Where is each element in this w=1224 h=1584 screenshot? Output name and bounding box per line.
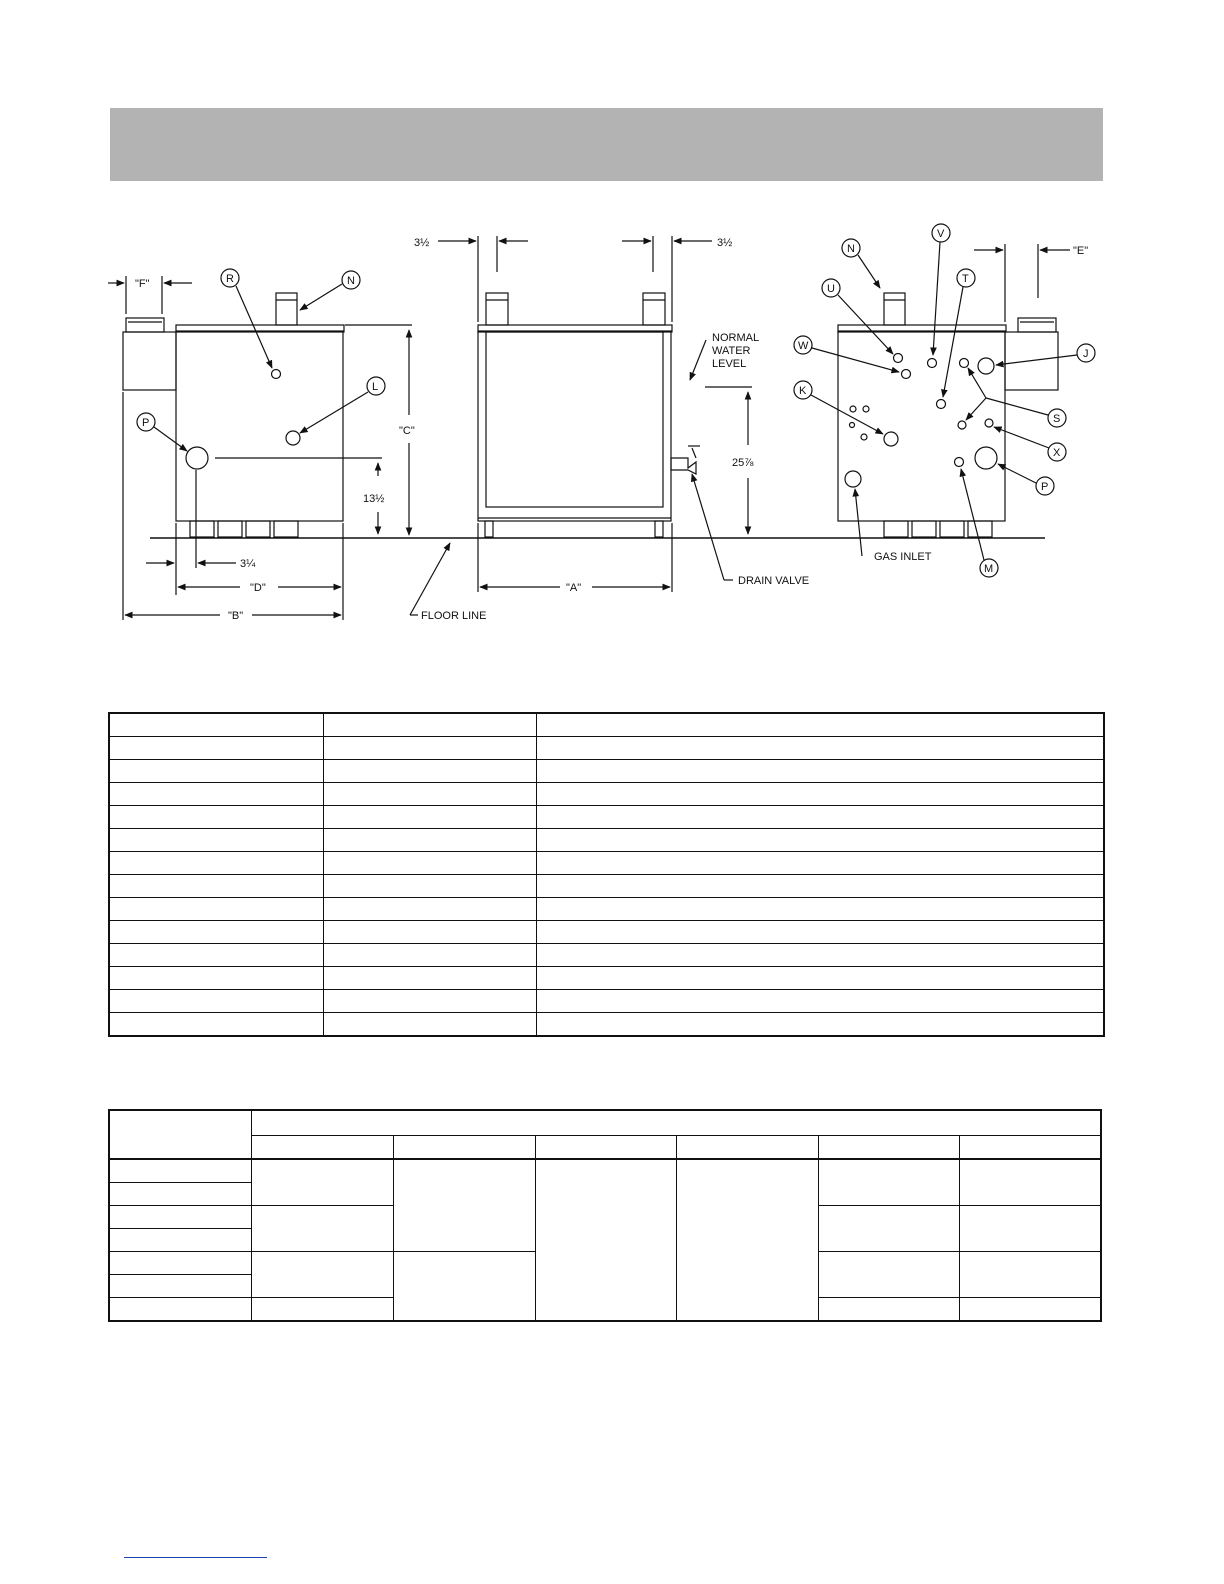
callout-k-label: K xyxy=(799,385,807,397)
ratings-cell xyxy=(959,1206,1101,1252)
callout-u xyxy=(822,279,893,354)
dimensions-table-cell xyxy=(536,944,1104,967)
dimensions-table-cell xyxy=(323,806,536,829)
normal-water-level-line1: NORMAL xyxy=(712,332,760,344)
ratings-cell xyxy=(818,1206,959,1252)
ratings-cell xyxy=(818,1159,959,1206)
callout-n-right xyxy=(842,239,880,288)
ratings-model-cell xyxy=(109,1159,251,1183)
dimensions-table-cell xyxy=(536,921,1104,944)
ratings-subheader-3 xyxy=(535,1136,676,1160)
callout-w-label: W xyxy=(798,340,809,352)
dim-d-label: "D" xyxy=(250,582,266,594)
dimensions-table-cell xyxy=(323,737,536,760)
ratings-corner-header xyxy=(109,1110,251,1159)
dimensions-table-cell xyxy=(323,1013,536,1037)
ratings-group-header xyxy=(251,1110,1101,1136)
callout-p-left xyxy=(137,413,187,451)
callout-s-label: S xyxy=(1053,413,1061,425)
dimensions-table-cell xyxy=(536,990,1104,1013)
boiler-dimension-drawing xyxy=(0,0,1224,660)
dimensions-table-cell xyxy=(109,944,323,967)
callout-j xyxy=(996,344,1095,365)
ratings-cell xyxy=(818,1252,959,1298)
dimensions-table-row xyxy=(109,713,1104,737)
callout-l-label: L xyxy=(372,381,379,393)
dim-c-label: "C" xyxy=(399,425,415,437)
ratings-subheader-4 xyxy=(676,1136,818,1160)
dimensions-table-cell xyxy=(109,898,323,921)
dim-top-right-label: 3½ xyxy=(717,237,733,249)
dimensions-table-cell xyxy=(323,898,536,921)
callout-n-left-label: N xyxy=(347,275,355,287)
dimensions-table-cell xyxy=(323,760,536,783)
ratings-model-cell xyxy=(109,1183,251,1206)
dimensions-table-cell xyxy=(109,967,323,990)
dim-13-half-label: 13½ xyxy=(363,493,385,505)
callout-w xyxy=(794,336,899,372)
callout-x-label: X xyxy=(1053,447,1061,459)
dim-top-left-label: 3½ xyxy=(414,237,430,249)
ratings-model-cell xyxy=(109,1275,251,1298)
dimensions-table-cell xyxy=(536,967,1104,990)
dimensions-table-row xyxy=(109,875,1104,898)
dim-3-quarter-label: 3¼ xyxy=(240,558,256,570)
ratings-cell xyxy=(959,1159,1101,1206)
callout-m-label: M xyxy=(984,563,994,575)
ratings-subheader-5 xyxy=(818,1136,959,1160)
dimensions-table-cell xyxy=(323,852,536,875)
ratings-subheader-1 xyxy=(251,1136,393,1160)
callout-n-right-label: N xyxy=(847,243,855,255)
dimensions-table-row xyxy=(109,760,1104,783)
dimensions-table-cell xyxy=(536,806,1104,829)
callout-u-label: U xyxy=(827,283,835,295)
dimensions-table-cell xyxy=(536,760,1104,783)
dim-25-7-8-label: 25⅞ xyxy=(732,457,754,469)
callout-r-label: R xyxy=(226,273,234,285)
callout-t-label: T xyxy=(962,273,969,285)
dimensions-table-cell xyxy=(109,760,323,783)
dimensions-table-row xyxy=(109,921,1104,944)
dimensions-table-cell xyxy=(323,990,536,1013)
dimensions-table-row xyxy=(109,852,1104,875)
dimensions-table-cell xyxy=(323,944,536,967)
dimensions-table-cell xyxy=(536,875,1104,898)
dimensions-table-cell xyxy=(536,713,1104,737)
dimensions-table-cell xyxy=(109,921,323,944)
footer-link-underline[interactable] xyxy=(124,1557,267,1558)
ratings-cell xyxy=(393,1159,535,1252)
front-view xyxy=(410,236,809,622)
callout-p-right-label: P xyxy=(1041,481,1049,493)
ratings-model-cell xyxy=(109,1229,251,1252)
dimensions-table-cell xyxy=(323,829,536,852)
callout-r xyxy=(221,269,272,368)
ratings-cell xyxy=(251,1252,393,1298)
normal-water-level-line2: WATER xyxy=(712,345,751,357)
callout-p-right xyxy=(998,464,1054,495)
dimensions-table-row xyxy=(109,967,1104,990)
gas-inlet-label: GAS INLET xyxy=(874,551,932,563)
dimensions-table-cell xyxy=(109,829,323,852)
dimensions-table-cell xyxy=(109,852,323,875)
ratings-cell xyxy=(959,1298,1101,1322)
dim-e-label: "E" xyxy=(1073,245,1089,257)
callout-s xyxy=(966,368,1066,427)
dimensions-table-cell xyxy=(323,967,536,990)
dimensions-table-row xyxy=(109,990,1104,1013)
ratings-model-cell xyxy=(109,1252,251,1275)
normal-water-level-line3: LEVEL xyxy=(712,358,747,370)
dimensions-table-row xyxy=(109,737,1104,760)
ratings-model-cell xyxy=(109,1206,251,1229)
dimensions-table-row xyxy=(109,806,1104,829)
floor-line-label: FLOOR LINE xyxy=(421,610,487,622)
dimensions-table-cell xyxy=(323,783,536,806)
callout-v xyxy=(932,224,950,355)
callout-n-left xyxy=(300,271,360,310)
callout-p-left-label: P xyxy=(142,417,150,429)
drain-valve-label: DRAIN VALVE xyxy=(738,575,810,587)
ratings-model-cell xyxy=(109,1298,251,1322)
dimensions-table-row xyxy=(109,783,1104,806)
left-side-view xyxy=(108,269,415,622)
dimensions-table-row xyxy=(109,829,1104,852)
dimensions-table-cell xyxy=(109,875,323,898)
ratings-table xyxy=(108,1109,1102,1322)
dim-a-label: "A" xyxy=(566,582,582,594)
dimensions-table-cell xyxy=(109,737,323,760)
ratings-cell xyxy=(535,1159,676,1321)
callout-t xyxy=(943,269,975,397)
dimensions-table-cell xyxy=(109,806,323,829)
dimensions-table-cell xyxy=(109,783,323,806)
dimensions-table-cell xyxy=(536,737,1104,760)
dimensions-table-cell xyxy=(536,898,1104,921)
dimensions-table-cell xyxy=(536,1013,1104,1037)
callout-j-label: J xyxy=(1083,348,1089,360)
callout-v-label: V xyxy=(937,228,945,240)
dimensions-table-cell xyxy=(323,713,536,737)
ratings-cell xyxy=(959,1252,1101,1298)
ratings-cell xyxy=(676,1159,818,1321)
ratings-cell xyxy=(251,1206,393,1252)
dimensions-table-cell xyxy=(109,713,323,737)
ratings-cell xyxy=(251,1159,393,1206)
dimensions-table-cell xyxy=(109,990,323,1013)
rear-view xyxy=(794,224,1095,577)
dim-b-label: "B" xyxy=(228,610,244,622)
dimensions-table-cell xyxy=(109,1013,323,1037)
dimensions-table-row xyxy=(109,898,1104,921)
dimensions-table xyxy=(108,712,1105,1037)
ratings-subheader-6 xyxy=(959,1136,1101,1160)
dimensions-table-cell xyxy=(536,852,1104,875)
ratings-subheader-2 xyxy=(393,1136,535,1160)
ratings-cell xyxy=(818,1298,959,1322)
dimensions-table-cell xyxy=(323,921,536,944)
dim-f-label: "F" xyxy=(135,278,150,290)
ratings-cell xyxy=(251,1298,393,1322)
dimensions-table-row xyxy=(109,944,1104,967)
dimensions-table-row xyxy=(109,1013,1104,1037)
dimensions-table-cell xyxy=(536,783,1104,806)
dimensions-table-cell xyxy=(536,829,1104,852)
ratings-cell xyxy=(393,1252,535,1322)
dimensions-table-cell xyxy=(323,875,536,898)
